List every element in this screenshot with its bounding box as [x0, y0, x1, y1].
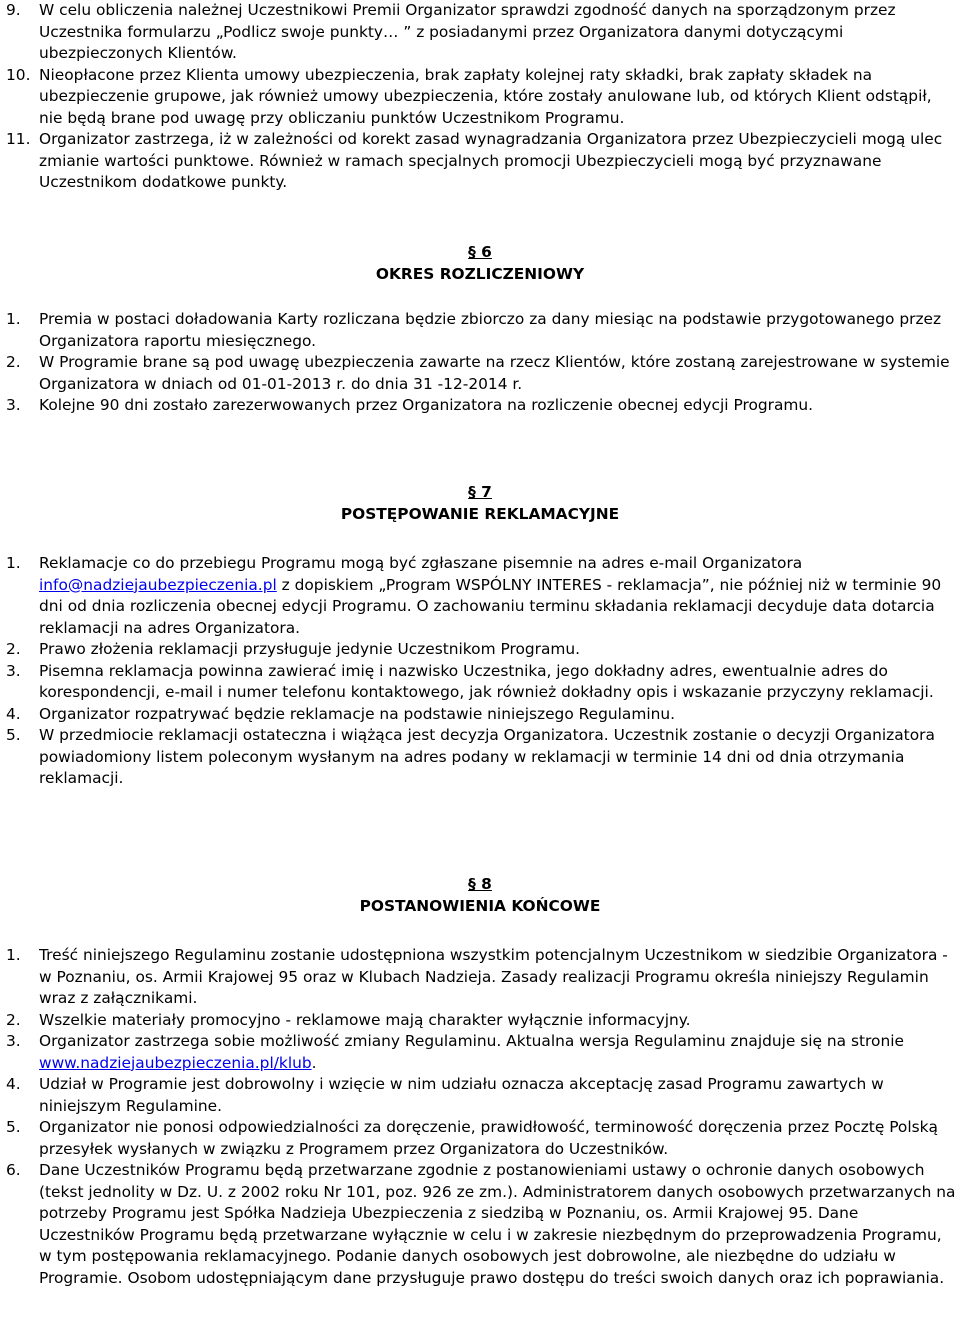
- item-number: 9.: [6, 1, 21, 19]
- item-text: Prawo złożenia reklamacji przysługuje jedynie Uczestnikom Programu.: [39, 640, 581, 658]
- section-8-heading: [0, 874, 960, 917]
- item-text: Organizator nie ponosi odpowiedzialności za doręczenie, prawidłowość, terminowość doręczenia przez Pocztę Polską przesyłek wysłanych w związku z Programem przez Organizatora do Uczestników.: [39, 1118, 938, 1158]
- item-number: 3.: [6, 396, 21, 414]
- section-sign: § 8: [468, 875, 492, 893]
- section-title: POSTĘPOWANIE REKLAMACYJNE: [340, 504, 620, 523]
- list-item: [0, 553, 960, 639]
- list-item: [0, 65, 960, 130]
- list-item: [0, 945, 960, 1010]
- item-number: 5.: [6, 726, 21, 744]
- section-sign: § 6: [468, 243, 492, 261]
- list-item: [0, 1117, 960, 1160]
- item-text: [39, 553, 957, 639]
- item-text: Organizator zastrzega, iż w zależności od korekt zasad wynagradzania Organizatora przez Ubezpieczycieli mogą ulec zmianie wartości punktowe. Również w ramach specjalnych promocji Ubezpieczycieli mogą być przyznawane Uczestnikom dodatkowe punkty.: [39, 130, 943, 191]
- item-text: W Programie brane są pod uwagę ubezpieczenia zawarte na rzecz Klientów, które zostaną zarejestrowane w systemie Organizatora w dniach od 01-01-2013 r. do dnia 31 -12-2014 r.: [39, 353, 950, 393]
- list-item: [0, 725, 960, 790]
- item-number: 2.: [6, 353, 21, 371]
- section-title: OKRES ROZLICZENIOWY: [375, 264, 585, 283]
- item-number: 1.: [6, 554, 21, 572]
- item-number: 4.: [6, 704, 21, 723]
- item-text-part: .: [311, 1053, 317, 1072]
- item-text-part: Organizator zastrzega sobie możliwość zmiany Regulaminu. Aktualna wersja Regulaminu znajduje się na stronie: [39, 1032, 904, 1050]
- list-item: [0, 639, 960, 661]
- section-title: POSTANOWIENIA KOŃCOWE: [359, 896, 601, 915]
- item-number: 6.: [6, 1161, 21, 1179]
- list-item: [0, 0, 960, 65]
- item-text-part: z dopiskiem „Program WSPÓLNY INTERES - reklamacja”, nie później niż w terminie 90 dni od dnia rozliczenia obecnej edycji Programu. O zachowaniu terminu składania reklamacji decyduje data dotarcia reklamacji na adres Organizatora.: [39, 575, 942, 637]
- list-item: [0, 309, 960, 352]
- list-item: [0, 661, 960, 704]
- item-text: Kolejne 90 dni zostało zarezerwowanych przez Organizatora na rozliczenie obecnej edycji Programu.: [39, 396, 814, 414]
- section-sign: § 7: [468, 483, 492, 501]
- item-text: W celu obliczenia należnej Uczestnikowi Premii Organizator sprawdzi zgodność danych na sporządzonym przez Uczestnika formularzu „Podlicz swoje punkty… ” z posiadanymi przez Organizatora danymi dotyczącymi ubezpieczonych Klientów.: [39, 1, 896, 62]
- item-text: Treść niniejszego Regulaminu zostanie udostępniona wszystkim potencjalnym Uczestnikom w siedzibie Organizatora - w Poznaniu, os. Armii Krajowej 95 oraz w Klubach Nadzieja. Zasady realizacji Programu określa niniejszy Regulamin wraz z załącznikami.: [39, 946, 948, 1007]
- item-text: Premia w postaci doładowania Karty rozliczana będzie zbiorczo za dany miesiąc na podstawie przygotowanego przez Organizatora raportu miesięcznego.: [39, 310, 942, 350]
- item-text-part: Reklamacje co do przebiegu Programu mogą być zgłaszane pisemnie na adres e-mail Organizatora: [39, 554, 803, 572]
- item-text: Nieopłacone przez Klienta umowy ubezpieczenia, brak zapłaty kolejnej raty składki, brak zapłaty składek na ubezpieczenie grupowe, jak również umowy ubezpieczenia, które zostały anulowane lub, od których Klient odstąpił, nie będą brane pod uwagę przy obliczaniu punktów Uczestnikom Programu.: [39, 65, 932, 127]
- item-number: 1.: [6, 946, 21, 964]
- item-number: 5.: [6, 1118, 21, 1136]
- item-number: 11.: [6, 130, 31, 148]
- item-text: Dane Uczestników Programu będą przetwarzane zgodnie z postanowieniami ustawy o ochronie danych osobowych (tekst jednolity w Dz. U. z 2002 roku Nr 101, poz. 926 ze zm.). Administratorem danych osobowych przetwarzanych na potrzeby Programu jest Spółka Nadzieja Ubezpieczenia z siedzibą w Poznaniu, os. Armii Krajowej 95. Dane Uczestników Programu będą przetwarzane wyłącznie w celu i w zakresie niezbędnym do przeprowadzenia Programu, w tym postępowania reklamacyjnego. Podanie danych osobowych jest dobrowolne, ale niezbędne do udziału w Programie. Osobom udostępniającym dane przysługuje prawo dostępu do treści swoich danych oraz ich poprawiania.: [39, 1161, 956, 1287]
- list-item: [0, 704, 960, 726]
- item-number: 2.: [6, 1010, 21, 1029]
- list-item: [0, 1010, 960, 1032]
- section-7-heading: [0, 482, 960, 525]
- list-item: [0, 395, 960, 417]
- item-number: 3.: [6, 661, 21, 680]
- item-text: Udział w Programie jest dobrowolny i wzięcie w nim udziału oznacza akceptację zasad Programu zawartych w niniejszym Regulamine.: [39, 1075, 884, 1115]
- item-number: 3.: [6, 1032, 21, 1050]
- list-continued: [0, 0, 960, 194]
- item-text: Organizator rozpatrywać będzie reklamacje na podstawie niniejszego Regulaminu.: [39, 704, 675, 723]
- item-number: 10.: [6, 65, 31, 84]
- item-number: 4.: [6, 1075, 21, 1093]
- item-number: 2.: [6, 640, 21, 658]
- section-7-list: [0, 553, 960, 790]
- list-item: [0, 129, 960, 194]
- list-item: [0, 1031, 960, 1074]
- list-item: [0, 352, 960, 395]
- website-link[interactable]: www.nadziejaubezpieczenia.pl/klub: [39, 1053, 312, 1072]
- item-text: Pisemna reklamacja powinna zawierać imię i nazwisko Uczestnika, jego dokładny adres, ewentualnie adres do korespondencji, e-mail i numer telefonu kontaktowego, jak również dokładny opis i wskazanie przyczyny reklamacji.: [39, 661, 934, 701]
- section-6-heading: [0, 242, 960, 285]
- section-8-list: [0, 945, 960, 1289]
- item-text: Wszelkie materiały promocyjno - reklamowe mają charakter wyłącznie informacyjny.: [39, 1010, 691, 1029]
- item-text: [39, 1031, 957, 1074]
- list-item: [0, 1160, 960, 1289]
- section-6-list: [0, 309, 960, 417]
- email-link[interactable]: info@nadziejaubezpieczenia.pl: [39, 575, 277, 594]
- item-number: 1.: [6, 310, 21, 328]
- list-item: [0, 1074, 960, 1117]
- item-text: W przedmiocie reklamacji ostateczna i wiążąca jest decyzja Organizatora. Uczestnik zostanie o decyzji Organizatora powiadomiony listem poleconym wysłanym na adres podany w reklamacji w terminie 14 dni od dnia otrzymania reklamacji.: [39, 726, 935, 787]
